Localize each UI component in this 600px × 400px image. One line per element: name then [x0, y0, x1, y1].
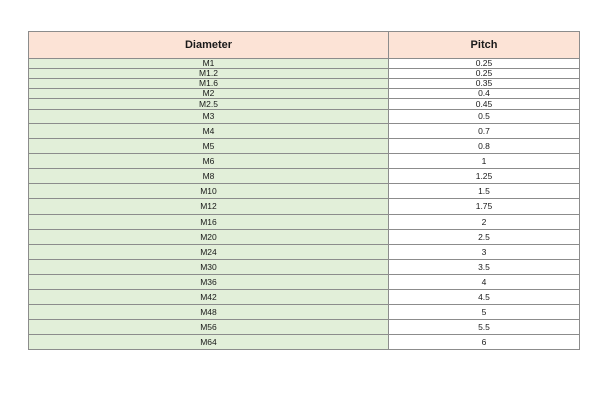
pitch-cell: 0.7	[389, 124, 580, 139]
pitch-cell: 2	[389, 215, 580, 230]
pitch-cell: 0.25	[389, 69, 580, 79]
pitch-cell: 6	[389, 335, 580, 350]
diameter-cell: M64	[29, 335, 389, 350]
diameter-cell: M1.2	[29, 69, 389, 79]
diameter-cell: M20	[29, 230, 389, 245]
table-row	[29, 110, 580, 124]
pitch-cell: 5.5	[389, 320, 580, 335]
pitch-cell: 4.5	[389, 290, 580, 305]
table-row	[29, 169, 580, 184]
table-row	[29, 89, 580, 99]
diameter-cell: M8	[29, 169, 389, 184]
diameter-header: Diameter	[29, 32, 389, 59]
diameter-cell: M16	[29, 215, 389, 230]
diameter-cell: M10	[29, 184, 389, 199]
table-row	[29, 260, 580, 275]
table-row	[29, 335, 580, 350]
table-row	[29, 245, 580, 260]
diameter-cell: M1	[29, 59, 389, 69]
diameter-cell: M3	[29, 110, 389, 124]
diameter-cell: M12	[29, 199, 389, 215]
table-row	[29, 124, 580, 139]
table-row	[29, 320, 580, 335]
table-row	[29, 69, 580, 79]
table-row	[29, 184, 580, 199]
table-row	[29, 139, 580, 154]
diameter-cell: M4	[29, 124, 389, 139]
diameter-cell: M56	[29, 320, 389, 335]
pitch-cell: 4	[389, 275, 580, 290]
pitch-cell: 2.5	[389, 230, 580, 245]
pitch-cell: 0.35	[389, 79, 580, 89]
pitch-cell: 5	[389, 305, 580, 320]
pitch-cell: 1.75	[389, 199, 580, 215]
thread-pitch-table	[28, 31, 580, 350]
table-row	[29, 230, 580, 245]
diameter-cell: M42	[29, 290, 389, 305]
diameter-cell: M36	[29, 275, 389, 290]
table-row	[29, 79, 580, 89]
pitch-cell: 3.5	[389, 260, 580, 275]
pitch-cell: 1.5	[389, 184, 580, 199]
table-row	[29, 290, 580, 305]
diameter-cell: M30	[29, 260, 389, 275]
table-row	[29, 275, 580, 290]
pitch-cell: 0.8	[389, 139, 580, 154]
diameter-cell: M6	[29, 154, 389, 169]
pitch-header: Pitch	[389, 32, 580, 59]
table-row	[29, 305, 580, 320]
table-row	[29, 99, 580, 110]
pitch-cell: 0.25	[389, 59, 580, 69]
table-body	[29, 59, 580, 350]
table-row	[29, 154, 580, 169]
pitch-cell: 1	[389, 154, 580, 169]
header-row	[29, 32, 580, 59]
table-row	[29, 59, 580, 69]
pitch-cell: 0.5	[389, 110, 580, 124]
diameter-cell: M5	[29, 139, 389, 154]
diameter-cell: M2	[29, 89, 389, 99]
diameter-cell: M1.6	[29, 79, 389, 89]
diameter-cell: M48	[29, 305, 389, 320]
pitch-cell: 0.45	[389, 99, 580, 110]
pitch-cell: 3	[389, 245, 580, 260]
diameter-cell: M24	[29, 245, 389, 260]
pitch-cell: 1.25	[389, 169, 580, 184]
diameter-cell: M2.5	[29, 99, 389, 110]
pitch-cell: 0.4	[389, 89, 580, 99]
table-row	[29, 215, 580, 230]
table-row	[29, 199, 580, 215]
